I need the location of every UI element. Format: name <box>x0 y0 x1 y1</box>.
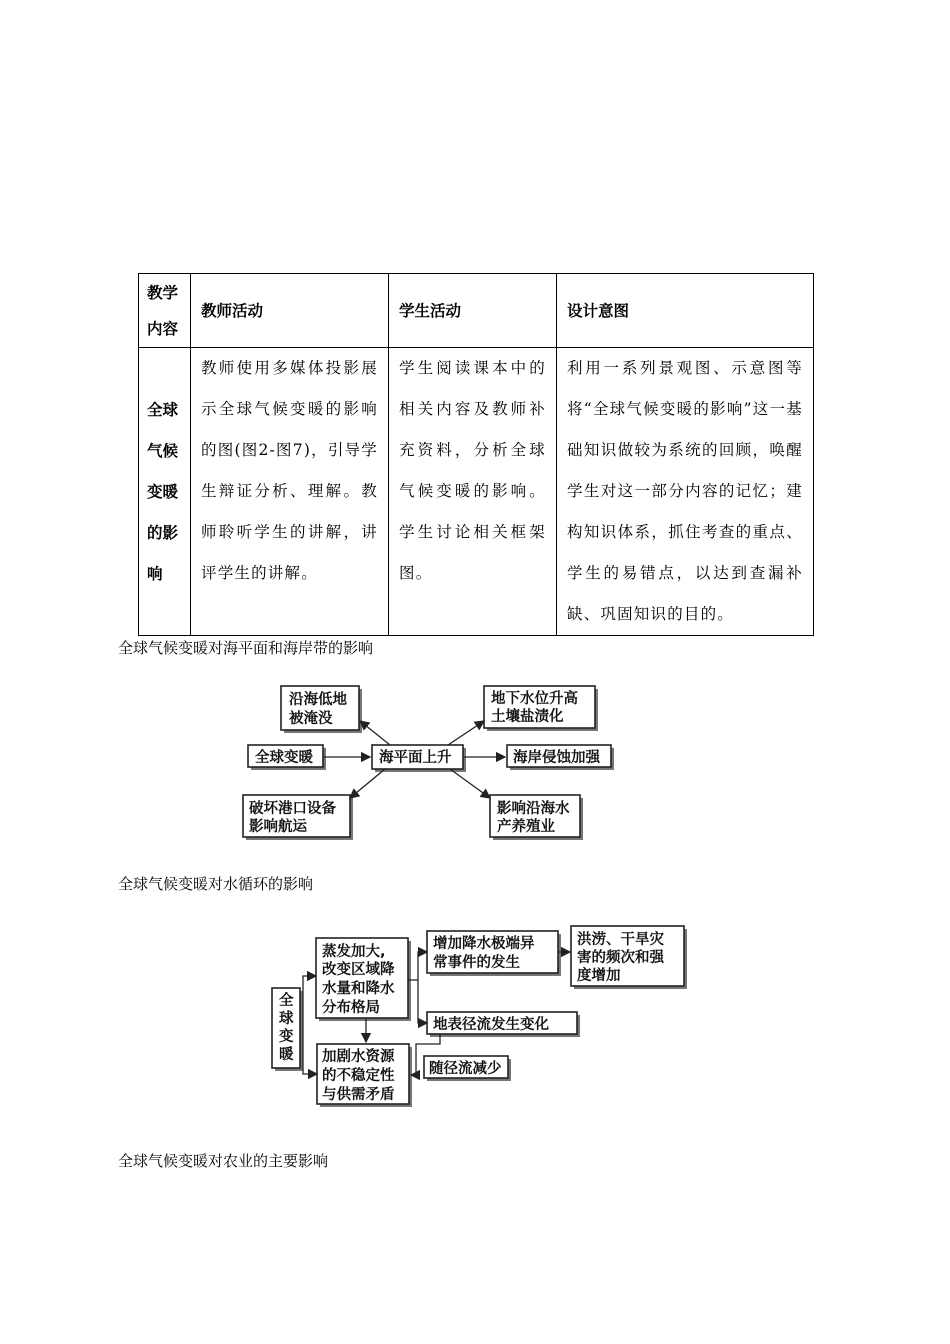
label-evap-3: 水量和降水 <box>322 981 395 997</box>
label-groundwater-2: 土壤盐渍化 <box>491 709 564 725</box>
label-resource-2: 的不稳定性 <box>322 1068 395 1084</box>
label-extreme-1: 增加降水极端异 <box>433 936 535 952</box>
label-aquaculture-1: 影响沿海水 <box>497 801 570 817</box>
label-port-2: 影响航运 <box>249 819 307 835</box>
caption-water-cycle: 全球气候变暖对水循环的影响 <box>118 875 314 893</box>
label-port-1: 破坏港口设备 <box>249 801 336 817</box>
label-coastal-erosion: 海岸侵蚀加强 <box>513 750 600 766</box>
header-content: 教学内容 <box>139 274 191 348</box>
label-disaster-1: 洪涝、干旱灾 <box>577 932 664 948</box>
label-lowland-2: 被淹没 <box>289 711 333 727</box>
label-disaster-2: 害的频次和强 <box>577 950 664 966</box>
arrow-evap-to-runoff <box>418 980 427 1023</box>
label-resource-1: 加剧水资源 <box>322 1049 395 1065</box>
label-runoff-decrease: 随径流减少 <box>429 1061 502 1077</box>
arrow-warming-to-resource <box>303 1040 317 1074</box>
label-aquaculture-2: 产养殖业 <box>497 819 555 835</box>
label-resource-3: 与供需矛盾 <box>322 1087 395 1103</box>
label-warming-v2: 球 <box>279 1011 294 1027</box>
label-extreme-2: 常事件的发生 <box>433 955 520 971</box>
label-evap-4: 分布格局 <box>322 1000 380 1016</box>
label-lowland-1: 沿海低地 <box>289 692 347 708</box>
header-intent: 设计意图 <box>557 274 814 348</box>
label-evap-1: 蒸发加大, <box>322 944 386 960</box>
label-evap-2: 改变区域降 <box>322 962 395 978</box>
arrow-warming-to-evap <box>303 976 316 1040</box>
caption-agriculture: 全球气候变暖对农业的主要影响 <box>118 1152 329 1170</box>
label-global-warming: 全球变暖 <box>255 750 313 766</box>
label-runoff: 地表径流发生变化 <box>433 1017 549 1033</box>
topic-cell: 全球气候变暖的影响 <box>147 400 179 583</box>
student-activity-cell: 学生阅读课本中的相关内容及教师补充资料，分析全球气候变暖的影响。学生讨论相关框架图。 <box>399 359 546 582</box>
header-student: 学生活动 <box>389 274 557 348</box>
label-groundwater-1: 地下水位升高 <box>491 691 578 707</box>
label-disaster-3: 度增加 <box>577 968 621 984</box>
label-warming-v3: 变 <box>279 1029 294 1045</box>
caption-sea-level: 全球气候变暖对海平面和海岸带的影响 <box>118 639 374 657</box>
header-teacher: 教师活动 <box>191 274 389 348</box>
teacher-activity-cell: 教师使用多媒体投影展示全球气候变暖的影响的图(图2-图7)，引导学生辩证分析、理解。教师聆听学生的讲解，讲评学生的讲解。 <box>201 359 378 582</box>
design-intent-cell: 利用一系列景观图、示意图等将“全球气候变暖的影响”这一基础知识做较为系统的回顾，唤醒学生对这一部分内容的记忆；建构知识体系，抓住考查的重点、学生的易错点，以达到查漏补缺、巩固知识的目的。 <box>567 359 803 623</box>
label-sea-level-rise: 海平面上升 <box>379 750 452 766</box>
label-warming-v4: 暖 <box>279 1047 294 1063</box>
label-warming-v1: 全 <box>279 993 294 1009</box>
